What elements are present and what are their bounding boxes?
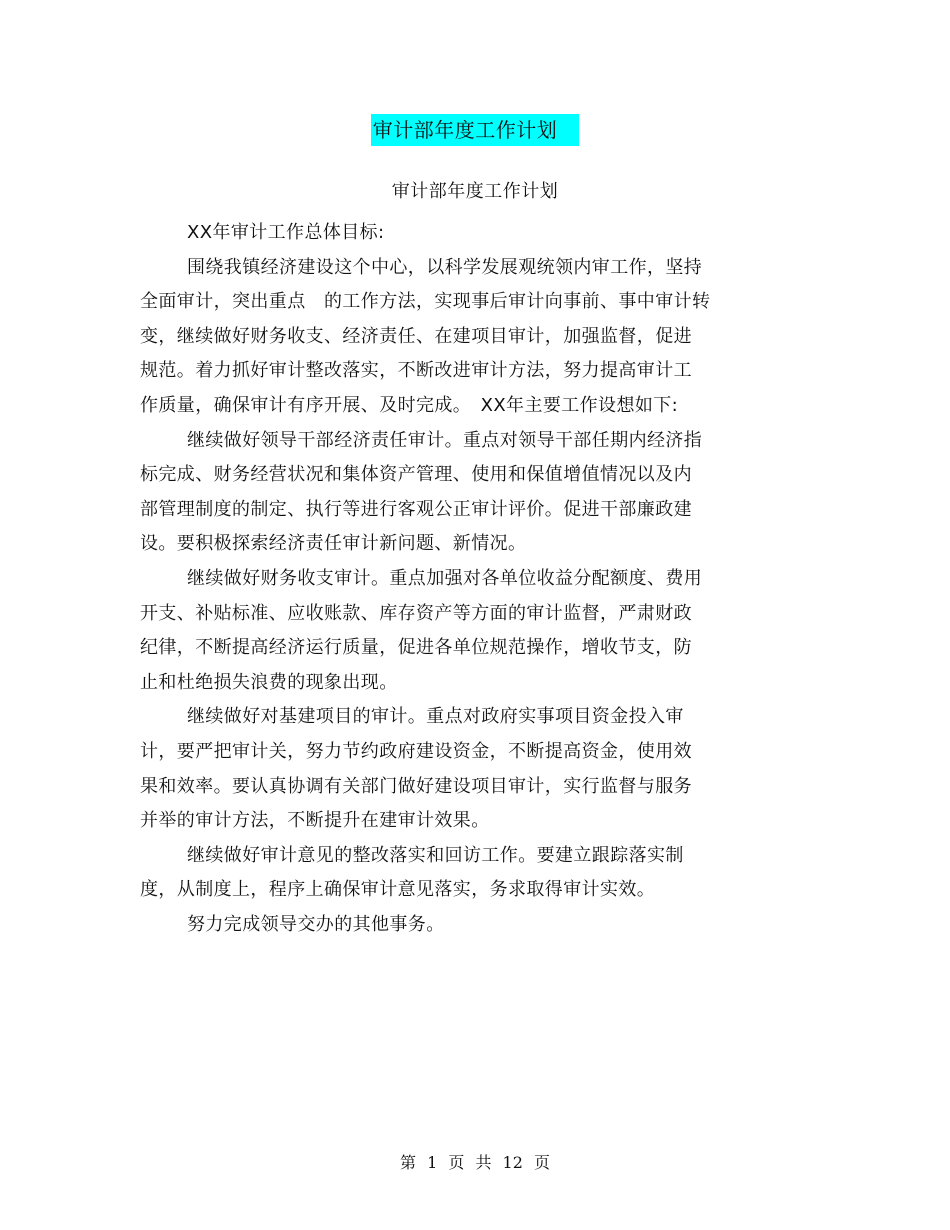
document-subtitle: 审计部年度工作计划 <box>391 181 559 202</box>
body-line: 继续做好对基建项目的审计。重点对政府实事项目资金投入审 <box>187 706 684 728</box>
body-line: 度，从制度上，程序上确保审计意见落实，务求取得审计实效。 <box>140 879 656 901</box>
page-number-footer: 第 1 页 共 12 页 <box>400 1153 550 1172</box>
body-line: 努力完成领导交办的其他事务。 <box>187 913 445 935</box>
body-line: 全面审计，突出重点 的工作方法，实现事后审计向事前、事中审计转 <box>140 291 711 313</box>
body-line: 计，要严把审计关，努力节约政府建设资金，不断提高资金，使用效 <box>140 740 692 762</box>
body-line: 规范。着力抓好审计整改落实，不断改进审计方法，努力提高审计工 <box>140 360 692 382</box>
body-line: 果和效率。要认真协调有关部门做好建设项目审计，实行监督与服务 <box>140 775 692 797</box>
body-line: 开支、补贴标准、应收账款、库存资产等方面的审计监督，严肃财政 <box>140 602 692 624</box>
body-line: 纪律，不断提高经济运行质量，促进各单位规范操作，增收节支，防 <box>140 637 692 659</box>
body-line: 作质量，确保审计有序开展、及时完成。 XX年主要工作设想如下: <box>140 394 679 416</box>
body-line: 标完成、财务经营状况和集体资产管理、使用和保值增值情况以及内 <box>140 464 692 486</box>
body-line: 继续做好财务收支审计。重点加强对各单位收益分配额度、费用 <box>187 567 703 589</box>
body-line: 设。要积极探索经济责任审计新问题、新情况。 <box>140 533 527 555</box>
body-line: 继续做好领导干部经济责任审计。重点对领导干部任期内经济指 <box>187 429 703 451</box>
body-line: 部管理制度的制定、执行等进行客观公正审计评价。促进干部廉政建 <box>140 498 692 520</box>
body-line: 围绕我镇经济建设这个中心，以科学发展观统领内审工作，坚持 <box>187 256 703 278</box>
body-line: 并举的审计方法，不断提升在建审计效果。 <box>140 810 490 832</box>
title-container <box>0 114 950 146</box>
document-body <box>140 216 780 942</box>
body-line: XX年审计工作总体目标: <box>187 222 385 243</box>
body-line: 变，继续做好财务收支、经济责任、在建项目审计，加强监督，促进 <box>140 325 692 347</box>
document-title: 审计部年度工作计划 <box>371 114 580 146</box>
body-line: 止和杜绝损失浪费的现象出现。 <box>140 671 398 693</box>
body-line: 继续做好审计意见的整改落实和回访工作。要建立跟踪落实制 <box>187 844 684 866</box>
